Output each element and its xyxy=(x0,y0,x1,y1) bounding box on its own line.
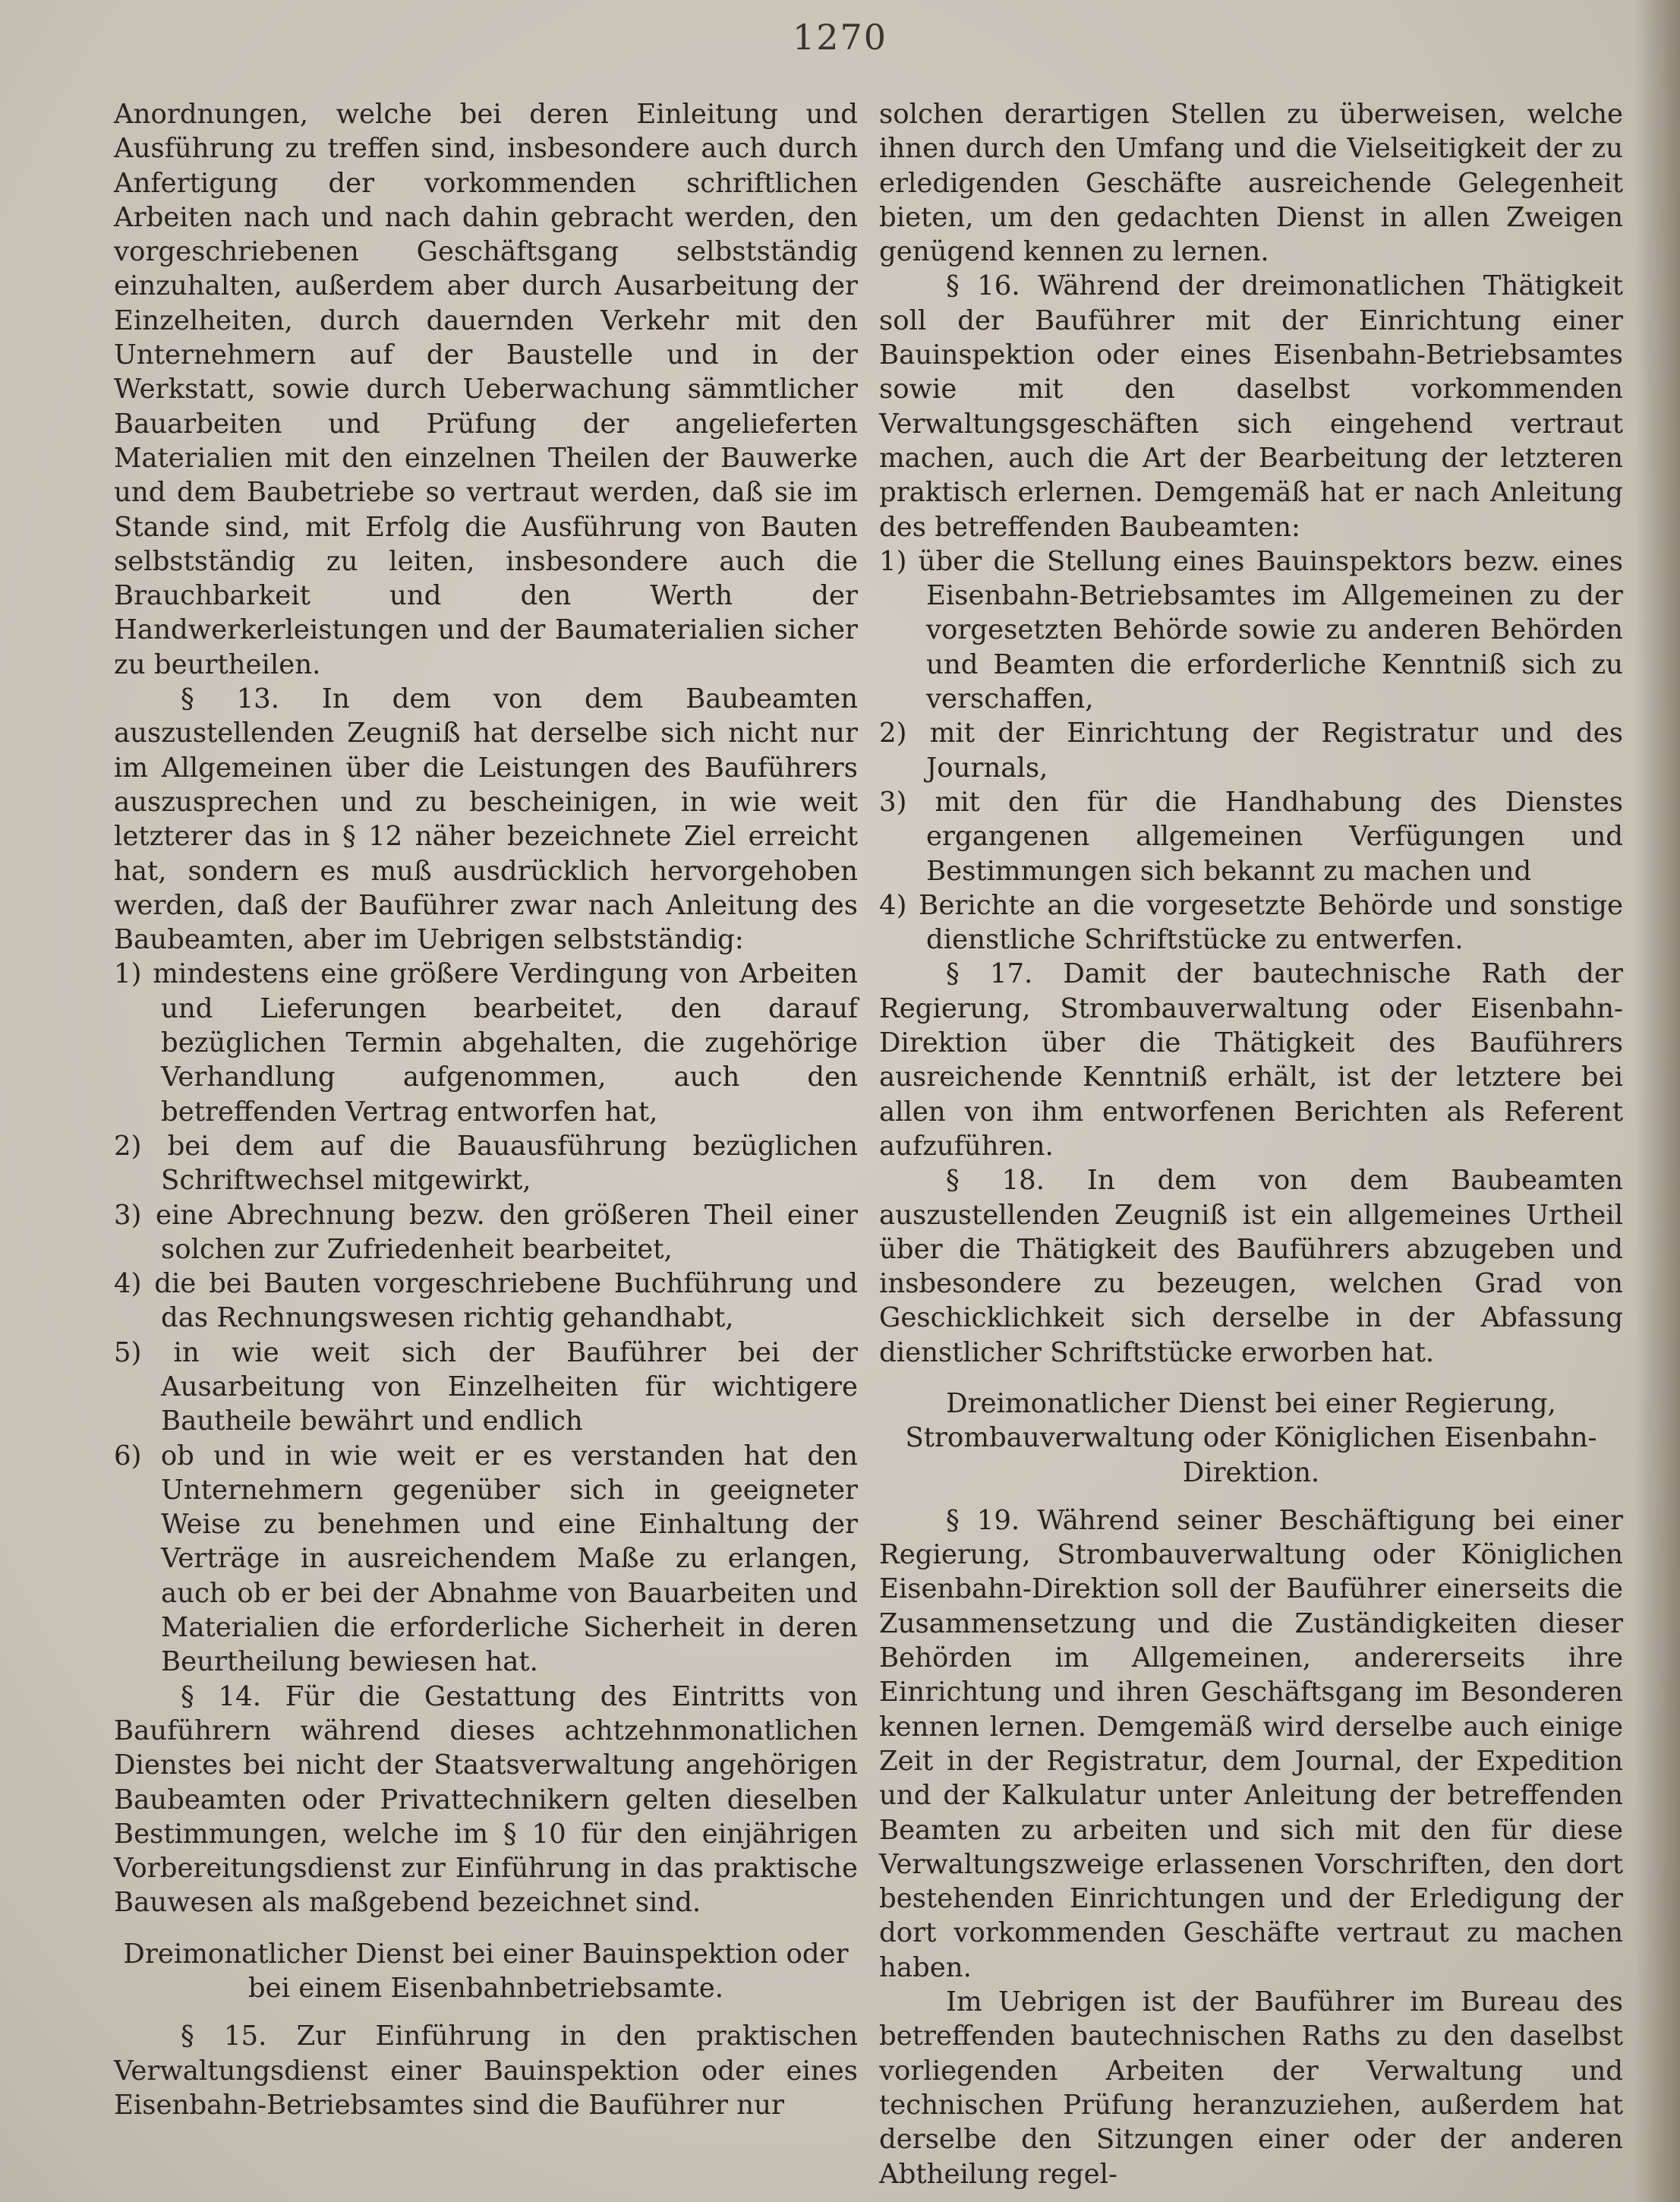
right-column xyxy=(879,97,1623,2191)
list-item: 2) bei dem auf die Bauausführung bezüglichen Schriftwechsel mitgewirkt, xyxy=(114,1130,858,1197)
paragraph-16: § 16. Während der dreimonatlichen Thätigkeit soll der Bauführer mit der Einrichtung einer Bauinspektion oder eines Eisenbahn-Betriebsamtes sowie mit den daselbst vorkommenden Verwaltungsgeschäften sich eingehend vertraut machen, auch die Art der Bearbeitung der letzteren praktisch erlernen. Demgemäß hat er nach Anleitung des betreffenden Baubeamten: xyxy=(879,270,1623,543)
paragraph-13: § 13. In dem von dem Baubeamten auszustellenden Zeugniß hat derselbe sich nicht nur im Allgemeinen über die Leistungen des Bauführers auszusprechen und zu bescheinigen, in wie weit letzterer das in § 12 näher bezeichnete Ziel erreicht hat, sondern es muß ausdrücklich hervorgehoben werden, daß der Bauführer zwar nach Anleitung des Baubeamten, aber im Uebrigen selbstständig: xyxy=(114,683,858,956)
list-item: 6) ob und in wie weit er es verstanden hat den Unternehmern gegenüber sich in geeigneter Weise zu benehmen und eine Einhaltung der Verträge in ausreichendem Maße zu erlangen, auch ob er bei der Abnahme von Bauarbeiten und Materialien die erforderliche Sicherheit in deren Beurtheilung bewiesen hat. xyxy=(114,1440,858,1678)
paragraph-intro: Anordnungen, welche bei deren Einleitung und Ausführung zu treffen sind, insbesondere auch durch Anfertigung der vorkommenden schriftlichen Arbeiten nach und nach dahin gebracht werden, den vorgeschriebenen Geschäftsgang selbstständig einzuhalten, außerdem aber durch Ausarbeitung der Einzelheiten, durch dauernden Verkehr mit den Unternehmern auf der Baustelle und in der Werkstatt, sowie durch Ueberwachung sämmtlicher Bauarbeiten und Prüfung der angelieferten Materialien mit den einzelnen Theilen der Bauwerke und dem Baubetriebe so vertraut werden, daß sie im Stande sind, mit Erfolg die Ausführung von Bauten selbstständig zu leiten, insbesondere auch die Brauchbarkeit und den Werth der Handwerkerleistungen und der Baumaterialien sicher zu beurtheilen. xyxy=(114,99,858,680)
section-heading: Dreimonatlicher Dienst bei einer Regierung, Strombauverwaltung oder Königlichen Eisenbahn-Direktion. xyxy=(905,1387,1597,1488)
list-item: 4) Berichte an die vorgesetzte Behörde und sonstige dienstliche Schriftstücke zu entwerfen. xyxy=(879,889,1623,956)
paragraph-15-continued: solchen derartigen Stellen zu überweisen, welche ihnen durch den Umfang und die Vielseitigkeit der zu erledigenden Geschäfte ausreichende Gelegenheit bieten, um den gedachten Dienst in allen Zweigen genügend kennen zu lernen. xyxy=(879,99,1623,268)
list-item: 3) mit den für die Handhabung des Dienstes ergangenen allgemeinen Verfügungen und Bestimmungen sich bekannt zu machen und xyxy=(879,786,1623,887)
paragraph-18: § 18. In dem von dem Baubeamten auszustellenden Zeugniß ist ein allgemeines Urtheil über die Thätigkeit des Bauführers abzugeben und insbesondere zu bezeugen, welchen Grad von Geschicklichkeit sich derselbe in der Abfassung dienstlicher Schriftstücke erworben hat. xyxy=(879,1165,1623,1368)
paragraph-19: § 19. Während seiner Beschäftigung bei einer Regierung, Strombauverwaltung oder Königlichen Eisenbahn-Direktion soll der Bauführer einerseits die Zusammensetzung und die Zuständigkeiten dieser Behörden im Allgemeinen, andererseits ihre Einrichtung und ihren Geschäftsgang im Besonderen kennen lernen. Demgemäß wird derselbe auch einige Zeit in der Registratur, dem Journal, der Expedition und der Kalkulatur unter Anleitung der betreffenden Beamten zu arbeiten und sich mit den für diese Verwaltungszweige erlassenen Vorschriften, den dort bestehenden Einrichtungen und der Erledigung der dort vorkommenden Geschäfte vertraut zu machen haben. xyxy=(879,1504,1623,1983)
section-heading: Dreimonatlicher Dienst bei einer Bauinspektion oder bei einem Eisenbahnbetriebsamte. xyxy=(123,1938,849,2005)
page-number: 1270 xyxy=(792,17,888,58)
list-item: 3) eine Abrechnung bezw. den größeren Theil einer solchen zur Zufriedenheit bearbeitet, xyxy=(114,1199,858,1265)
paragraph-14: § 14. Für die Gestattung des Eintritts von Bauführern während dieses achtzehnmonatlichen Dienstes bei nicht der Staatsverwaltung angehörigen Baubeamten oder Privattechnikern gelten dieselben Bestimmungen, welche im § 10 für den einjährigen Vorbereitungsdienst zur Einführung in das praktische Bauwesen als maßgebend bezeichnet sind. xyxy=(114,1680,858,1919)
left-column xyxy=(114,97,858,2122)
list-item: 5) in wie weit sich der Bauführer bei der Ausarbeitung von Einzelheiten für wichtigere Bautheile bewährt und endlich xyxy=(114,1336,858,1437)
list-item: 4) die bei Bauten vorgeschriebene Buchführung und das Rechnungswesen richtig gehandhabt, xyxy=(114,1268,858,1334)
paragraph-15: § 15. Zur Einführung in den praktischen Verwaltungsdienst einer Bauinspektion oder eines Eisenbahn-Betriebsamtes sind die Bauführer nur xyxy=(114,2021,858,2121)
paragraph-17: § 17. Damit der bautechnische Rath der Regierung, Strombauverwaltung oder Eisenbahn-Direktion über die Thätigkeit des Bauführers ausreichende Kenntniß erhält, ist der letztere bei allen von ihm entworfenen Berichten als Referent aufzuführen. xyxy=(879,958,1623,1162)
list-item: 1) über die Stellung eines Bauinspektors bezw. eines Eisenbahn-Betriebsamtes im Allgemeinen zu der vorgesetzten Behörde sowie zu anderen Behörden und Beamten die erforderliche Kenntniß sich zu verschaffen, xyxy=(879,545,1623,715)
page-gutter-shadow xyxy=(1634,0,1680,2202)
list-item: 2) mit der Einrichtung der Registratur und des Journals, xyxy=(879,718,1623,784)
paragraph-final: Im Uebrigen ist der Bauführer im Bureau des betreffenden bautechnischen Raths zu den daselbst vorliegenden Arbeiten der Verwaltung und technischen Prüfung heranzuziehen, außerdem hat derselbe den Sitzungen einer oder der anderen Abtheilung regel- xyxy=(879,1986,1623,2190)
list-item: 1) mindestens eine größere Verdingung von Arbeiten und Lieferungen bearbeitet, den darauf bezüglichen Termin abgehalten, die zugehörige Verhandlung aufgenommen, auch den betreffenden Vertrag entworfen hat, xyxy=(114,958,858,1128)
